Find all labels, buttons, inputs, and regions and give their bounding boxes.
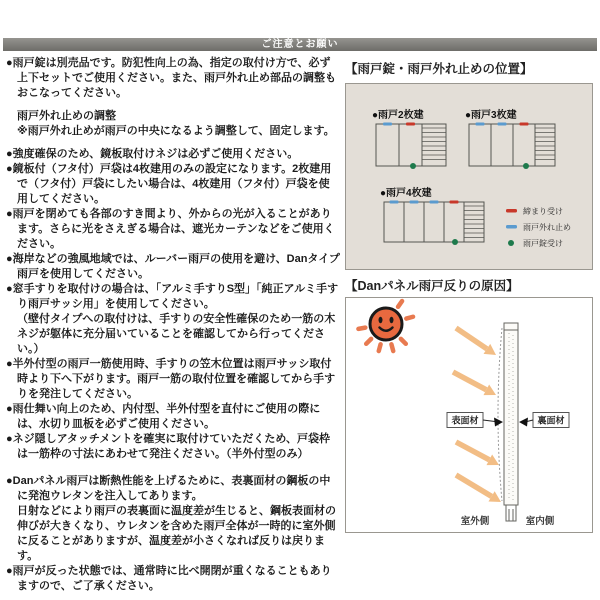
note-bullet-item: ●海岸などの強風地域では、ルーバー雨戸の使用を避け、Danタイプ雨戸を使用してください。 — [6, 253, 340, 280]
note-bullet-item: ●雨戸錠は別売品です。防犯性向上の為、指定の取付け方で、必ず上下セットでご使用ください。また、雨戸外れ止め部品の調整もおこなってください。 — [6, 57, 336, 99]
shutter-diagram-2mai — [372, 108, 446, 169]
sun-ray — [401, 339, 406, 344]
note-bullet-item: ●半外付型の雨戸一筋使用時、手すりの笠木位置は雨戸サッシ取付時より下へ下がります。雨戸一筋の取付位置を確認してから手すりを発注してください。 — [6, 358, 336, 400]
svg-text:裏面材: 裏面材 — [537, 415, 565, 426]
sun-ray — [379, 344, 381, 351]
sun-ray — [406, 317, 413, 319]
warp-section-title: 【Danパネル雨戸反りの原因】 — [345, 279, 519, 293]
outside-label: 室外側 — [460, 516, 490, 527]
sun-eye — [390, 317, 394, 323]
stopper-mark — [383, 123, 392, 126]
sun-icon — [358, 301, 413, 351]
legend-label: 雨戸錠受け — [523, 239, 563, 248]
legend-swatch-dash — [506, 209, 517, 213]
latch-receiver-mark — [520, 123, 529, 126]
note-bullet-item: ●雨戸が反った状態では、通常時に比べ開閉が重くなることもありますので、ご了承ください。 — [6, 565, 332, 592]
section-header-title: ご注意とお願い — [261, 39, 339, 50]
sunlight-arrow-shaft — [453, 372, 486, 390]
note-sub-item: 雨戸外れ止めの調整 — [17, 110, 116, 122]
legend-swatch-dash — [506, 225, 517, 229]
diagram-legend — [506, 206, 571, 248]
lock-receiver-mark — [410, 163, 416, 169]
sun-ray — [366, 339, 371, 344]
note-sub-item: （壁付タイプへの取付けは、手すりの安全性確保のため一筋の木ネジが躯体に充分届いていることを確認してから行ってください。） — [17, 313, 336, 355]
notes-list — [6, 56, 340, 594]
note-bullet-item: ●Danパネル雨戸は断熱性能を上げるために、表裏面材の鋼板の中に発泡ウレタンを注入してあります。 — [6, 475, 331, 502]
legend-label: 雨戸外れ止め — [523, 223, 571, 232]
note-bullet-item: ●鏡板付（フタ付）戸袋は4枚建用のみの設定になります。2枚建用で（フタ付）戸袋にしたい場合は、4枚建用（フタ付）戸袋を使用してください。 — [6, 163, 332, 205]
stopper-mark — [498, 123, 507, 126]
warp-diagram — [346, 298, 592, 532]
back-material-callout — [519, 413, 569, 428]
note-sub-item: ※雨戸外れ止めが雨戸の中央になるよう調整して、固定します。 — [17, 125, 335, 137]
section-header-bar — [3, 38, 597, 51]
sun-ray — [398, 301, 402, 307]
shutter-diagram-label: ●雨戸4枚建 — [380, 188, 432, 199]
shutter-diagram-label: ●雨戸3枚建 — [465, 110, 517, 121]
stopper-mark — [410, 201, 419, 204]
warp-diagram-box — [345, 297, 593, 533]
note-bullet-item: ●ネジ隠しアタッチメントを確実に取付けていただくため、戸袋枠は一筋枠の寸法にあわせて発注ください。（半外付型のみ） — [6, 433, 330, 460]
svg-text:表面材: 表面材 — [451, 415, 479, 426]
stopper-mark — [430, 201, 439, 204]
sun-ray — [391, 344, 393, 351]
shutter-diagram-label: ●雨戸2枚建 — [372, 110, 424, 121]
position-diagram-box — [345, 83, 593, 270]
note-bullet-item: ●強度確保のため、鏡板取付けネジは必ずご使用ください。 — [6, 148, 299, 160]
sun-eye — [379, 317, 383, 323]
warp-bow-line — [498, 328, 502, 501]
position-section-title: 【雨戸錠・雨戸外れ止めの位置】 — [345, 62, 533, 76]
stopper-mark — [390, 201, 399, 204]
shutter-diagram-3mai — [465, 108, 555, 169]
panel-bottom-rail — [506, 505, 516, 521]
latch-receiver-mark — [450, 201, 459, 204]
inside-label: 室内側 — [525, 516, 555, 527]
lock-receiver-mark — [452, 239, 458, 245]
sunlight-arrow-shaft — [456, 328, 487, 349]
legend-label: 締まり受け — [523, 207, 563, 216]
note-sub-item: 日射などにより雨戸の表裏面に温度差が生じると、鋼板表面材の伸びが大きくなり、ウレタンを含めた雨戸全体が一時的に室外側に反ることがありますが、温度差が小さくなれば反りは戻ります。 — [17, 505, 336, 562]
lock-receiver-mark — [523, 163, 529, 169]
shutter-diagram-4mai — [380, 186, 484, 245]
note-bullet-item: ●雨戸を閉めても各部のすき間より、外からの光が入ることがあります。さらに光をさえぎる場合は、遮光カーテンなどをご使用ください。 — [6, 208, 335, 250]
stopper-mark — [476, 123, 485, 126]
front-material-callout — [447, 413, 503, 428]
sun-ray — [358, 328, 365, 329]
sunlight-arrow-shaft — [456, 442, 489, 460]
position-diagram — [346, 84, 592, 269]
latch-receiver-mark — [406, 123, 415, 126]
note-bullet-item: ●窓手すりを取付けの場合は、「アルミ手すりS型」「純正アルミ手すり雨戸サッシ用」を使用してください。 — [6, 283, 339, 310]
sunlight-arrow-shaft — [456, 475, 492, 496]
note-bullet-item: ●雨仕舞い向上のため、内付型、半外付型を直付にご使用の際には、水切り皿板を必ずご使用ください。 — [6, 403, 321, 430]
legend-swatch-dot — [508, 240, 514, 246]
